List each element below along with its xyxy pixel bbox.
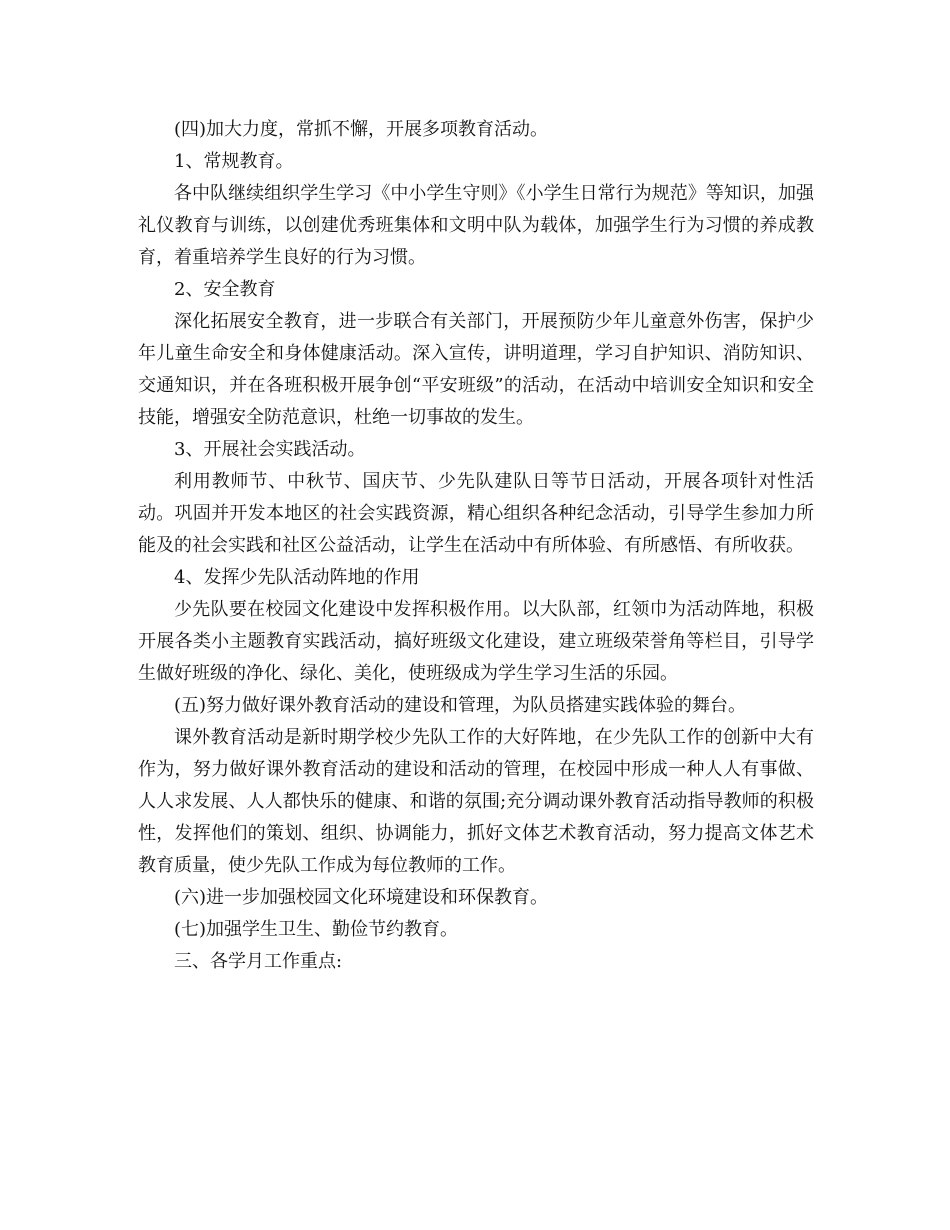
paragraph-activity-base: 少先队要在校园文化建设中发挥积极作用。以大队部，红领巾为活动阵地，积极开展各类小主题教育实践活动，搞好班级文化建设，建立班级荣誉角等栏目，引导学生做好班级的净化、绿化、美化，使班级成为学生学习生活的乐园。 — [138, 599, 814, 684]
subheading-social-practice: 3、开展社会实践活动。 — [174, 439, 366, 460]
paragraph-routine-education: 各中队继续组织学生学习《中小学生守则》《小学生日常行为规范》等知识，加强礼仪教育与训练，以创建优秀班集体和文明中队为载体，加强学生行为习惯的养成教育，着重培养学生良好的行为习惯。 — [138, 183, 814, 268]
paragraph-social-practice: 利用教师节、中秋节、国庆节、少先队建队日等节日活动，开展各项针对性活动。巩固并开发本地区的社会实践资源，精心组织各种纪念活动，引导学生参加力所能及的社会实践和社区公益活动，让学生在活动中有所体验、有所感悟、有所收获。 — [138, 471, 814, 556]
subheading-safety-education: 2、安全教育 — [174, 279, 276, 300]
subheading-activity-base: 4、发挥少先队活动阵地的作用 — [174, 567, 420, 588]
heading-section-7: (七)加强学生卫生、勤俭节约教育。 — [174, 919, 459, 940]
subheading-routine-education: 1、常规教育。 — [174, 151, 294, 172]
heading-section-5: (五)努力做好课外教育活动的建设和管理，为队员搭建实践体验的舞台。 — [174, 695, 747, 716]
heading-monthly-focus: 三、各学月工作重点: — [174, 951, 343, 972]
paragraph-safety-education: 深化拓展安全教育，进一步联合有关部门，开展预防少年儿童意外伤害，保护少年儿童生命安全和身体健康活动。深入宣传，讲明道理，学习自护知识、消防知识、交通知识，并在各班积极开展争创“平安班级”的活动，在活动中培训安全知识和安全技能，增强安全防范意识，杜绝一切事故的发生。 — [138, 311, 814, 428]
paragraph-extracurricular: 课外教育活动是新时期学校少先队工作的大好阵地，在少先队工作的创新中大有作为，努力做好课外教育活动的建设和活动的管理，在校园中形成一种人人有事做、人人求发展、人人都快乐的健康、和谐的氛围;充分调动课外教育活动指导教师的积极性，发挥他们的策划、组织、协调能力，抓好文体艺术教育活动，努力提高文体艺术教育质量，使少先队工作成为每位教师的工作。 — [138, 727, 814, 876]
heading-section-4: (四)加大力度，常抓不懈，开展多项教育活动。 — [174, 119, 549, 140]
document-body — [138, 114, 814, 978]
heading-section-6: (六)进一步加强校园文化环境建设和环保教育。 — [174, 887, 549, 908]
